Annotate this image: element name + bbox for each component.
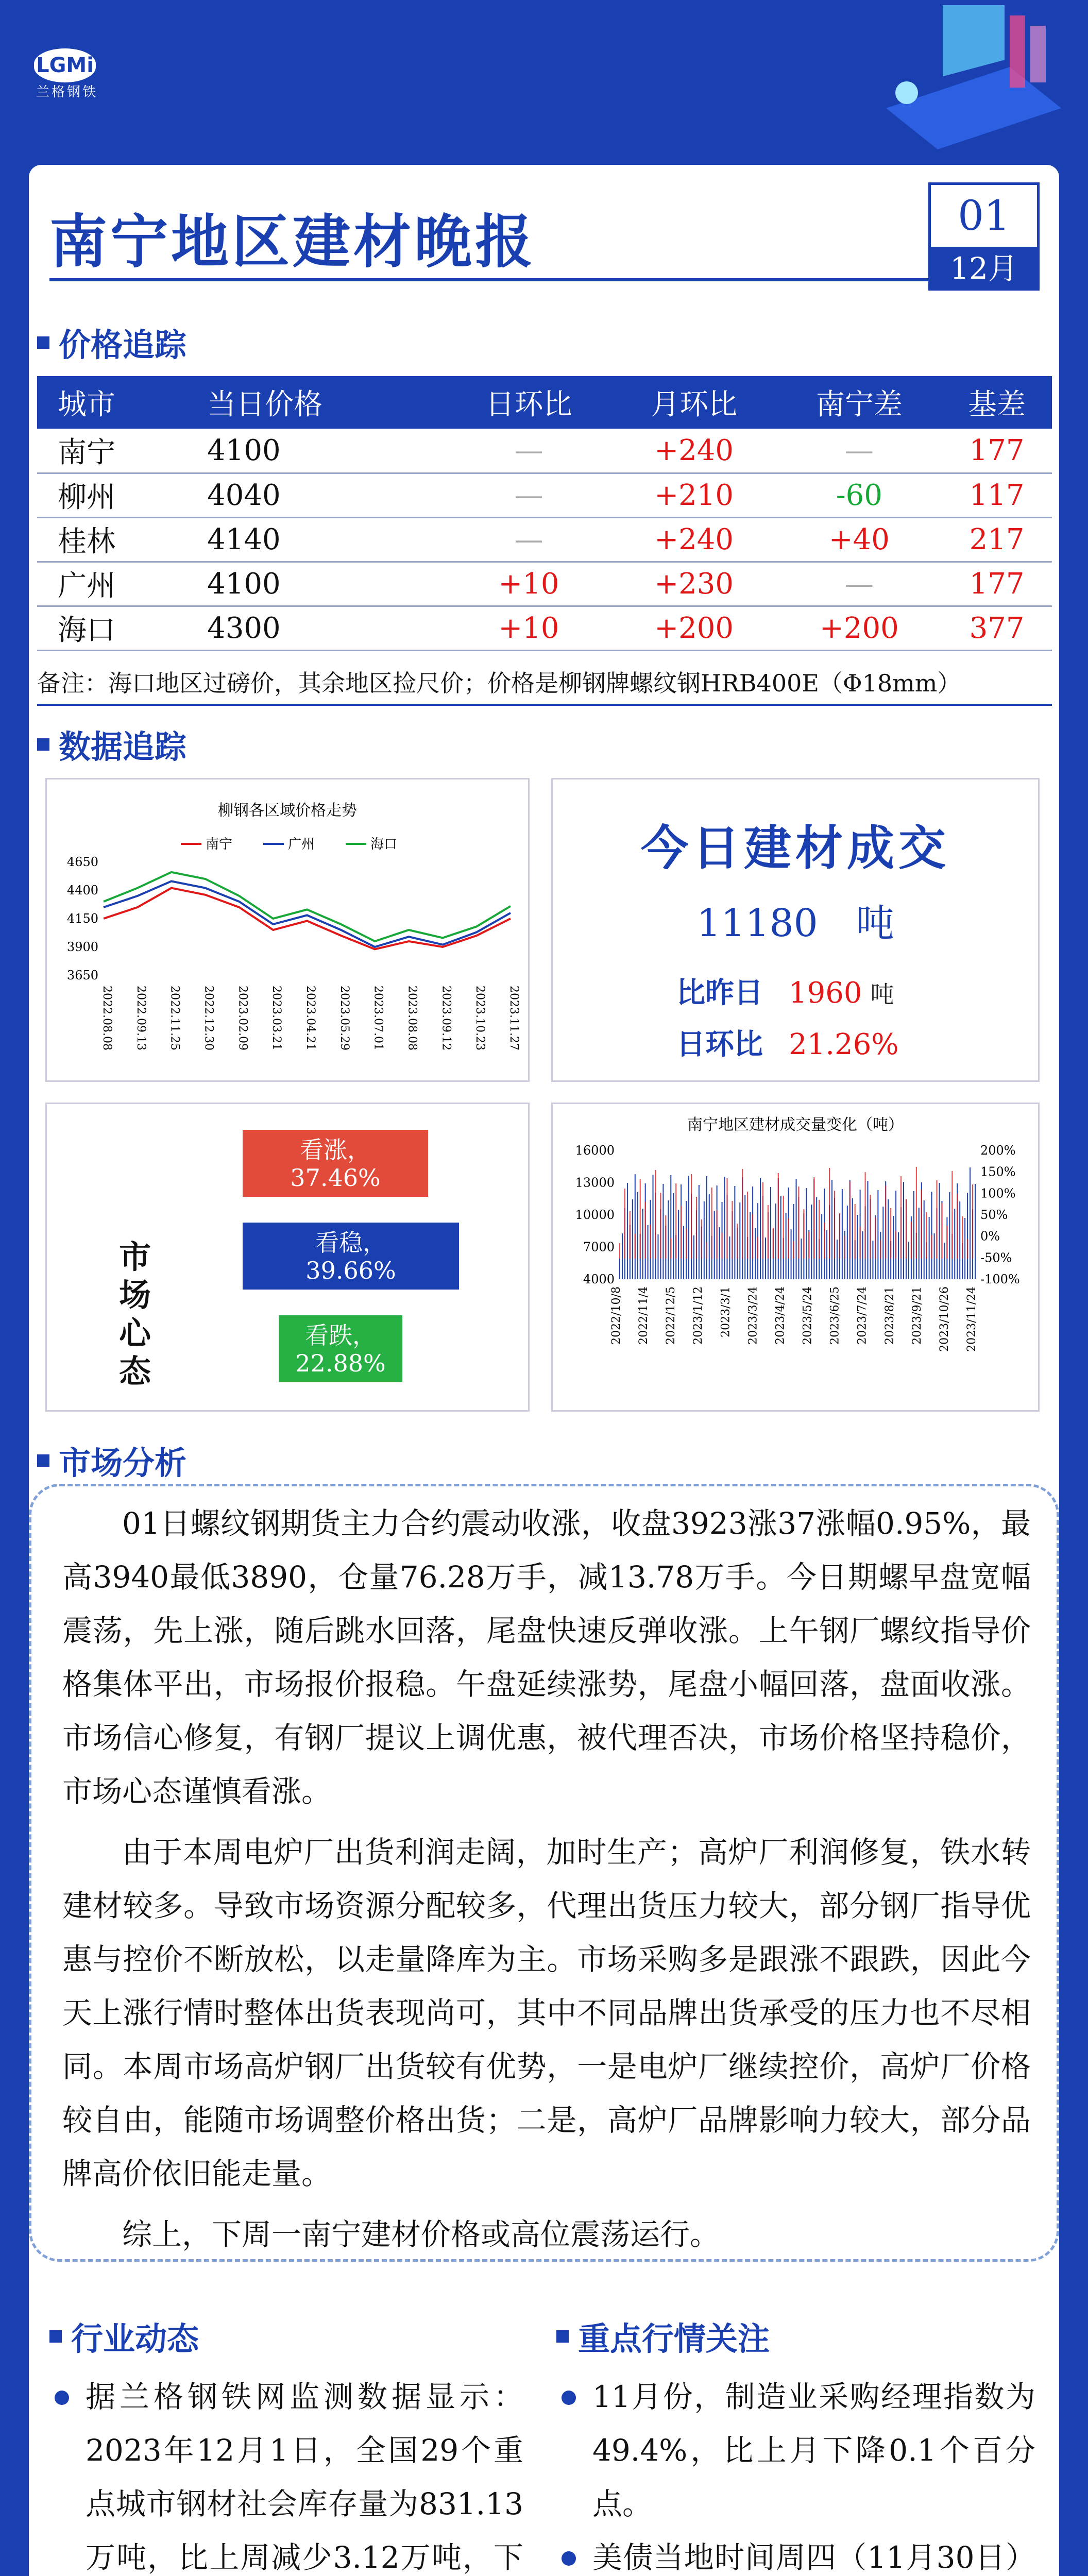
table-cell: — xyxy=(446,429,611,473)
column-header: 日环比 xyxy=(446,376,611,429)
volume-chart xyxy=(551,1103,1040,1412)
list-item: 11月份，制造业采购经理指数为49.4%，比上月下降0.1个百分点。 xyxy=(556,2370,1035,2531)
y-tick-label: 4400 xyxy=(66,883,98,897)
analysis-section-heading xyxy=(37,1437,186,1483)
bullet-square-icon xyxy=(37,738,49,751)
table-cell: 377 xyxy=(942,606,1052,650)
industry-section-heading xyxy=(49,2313,199,2359)
x-tick-label: 2023.11.27 xyxy=(507,986,520,1050)
x-tick-label: 2023.09.12 xyxy=(439,986,453,1050)
deal-vs-label: 比昨日 xyxy=(676,976,763,1010)
table-row xyxy=(37,473,1052,517)
table-cell: — xyxy=(776,429,942,473)
x-tick-label: 2023/6/25 xyxy=(828,1286,842,1345)
industry-section-title: 行业动态 xyxy=(71,2320,199,2358)
column-header: 月环比 xyxy=(611,376,777,429)
x-tick-label: 2023/3/1 xyxy=(719,1286,733,1337)
deal-ratio-label: 日环比 xyxy=(676,1027,763,1061)
legend-label: 南宁 xyxy=(206,837,233,852)
chart-title: 柳钢各区域价格走势 xyxy=(218,802,357,820)
list-item: 美债当地时间周四（11月30日） xyxy=(556,2531,1035,2576)
logo-text: 兰格钢铁 xyxy=(36,84,98,100)
table-cell: 南宁 xyxy=(37,429,186,473)
table-row xyxy=(37,606,1052,650)
table-cell: 177 xyxy=(942,429,1052,473)
table-cell: 217 xyxy=(942,517,1052,562)
table-cell: 柳州 xyxy=(37,473,186,517)
deal-ratio-value: 21.26% xyxy=(789,1028,899,1061)
volume-chart-svg xyxy=(553,1104,1038,1410)
bullet-square-icon xyxy=(37,336,49,349)
table-cell: +230 xyxy=(611,562,777,606)
x-tick-label: 2023/10/26 xyxy=(938,1286,951,1352)
column-header: 城市 xyxy=(37,376,186,429)
title-divider xyxy=(49,278,936,281)
date-day: 01 xyxy=(958,192,1010,240)
analysis-box xyxy=(29,1484,1059,2262)
decor-illustration-icon xyxy=(824,5,1072,160)
x-tick-label: 2022/11/4 xyxy=(637,1286,651,1345)
brand-logo xyxy=(34,48,152,100)
series-line xyxy=(104,888,511,950)
x-tick-label: 2023.05.29 xyxy=(337,986,351,1050)
mood-flat-pct: 39.66% xyxy=(305,1257,396,1284)
mood-down-bar xyxy=(279,1315,402,1382)
price-table-body xyxy=(37,429,1052,650)
focus-list xyxy=(556,2370,1035,2576)
x-tick-label: 2023/3/24 xyxy=(746,1286,760,1345)
y-tick-label: 3650 xyxy=(66,968,98,982)
deal-vs-unit: 吨 xyxy=(870,980,894,1008)
table-cell: 海口 xyxy=(37,606,186,650)
y-tick-label: 7000 xyxy=(583,1240,615,1255)
series-line xyxy=(104,872,511,941)
price-trend-chart xyxy=(45,778,530,1082)
legend-label: 海口 xyxy=(370,837,398,852)
x-tick-label: 2023/9/21 xyxy=(910,1286,924,1345)
x-tick-label: 2022.12.30 xyxy=(202,986,215,1050)
table-cell: +210 xyxy=(611,473,777,517)
analysis-content xyxy=(62,1497,1031,2261)
chart-title: 南宁地区建材成交量变化（吨） xyxy=(687,1116,904,1134)
y-tick-label: 13000 xyxy=(575,1175,615,1190)
x-tick-label: 2022.11.25 xyxy=(168,986,181,1050)
x-tick-label: 2022/12/5 xyxy=(665,1286,678,1345)
x-tick-label: 2023.08.08 xyxy=(405,986,419,1050)
price-table-header xyxy=(37,376,1052,429)
x-tick-label: 2023.07.01 xyxy=(371,986,385,1050)
legend-label: 广州 xyxy=(288,837,315,852)
x-tick-label: 2023/5/24 xyxy=(801,1286,814,1345)
table-row xyxy=(37,429,1052,473)
y2-tick-label: 0% xyxy=(980,1229,1000,1244)
table-cell: +10 xyxy=(446,606,611,650)
y-tick-label: 4150 xyxy=(66,911,98,926)
price-section-heading xyxy=(37,319,186,365)
column-header: 当日价格 xyxy=(186,376,446,429)
y-tick-label: 10000 xyxy=(575,1208,615,1222)
price-trend-svg xyxy=(47,779,528,1080)
table-cell: 177 xyxy=(942,562,1052,606)
deal-vs-value: 1960 xyxy=(789,976,862,1010)
page-title: 南宁地区建材晚报 xyxy=(49,208,536,276)
analysis-section-title: 市场分析 xyxy=(59,1444,187,1482)
y2-tick-label: 200% xyxy=(980,1143,1016,1158)
x-tick-label: 2022/10/8 xyxy=(610,1286,623,1345)
x-tick-label: 2023/8/21 xyxy=(883,1286,896,1345)
mood-down-label: 看跌， xyxy=(305,1321,376,1349)
table-cell: +240 xyxy=(611,517,777,562)
table-cell: 4100 xyxy=(186,429,446,473)
column-header: 南宁差 xyxy=(776,376,942,429)
table-cell: 4040 xyxy=(186,473,446,517)
table-cell: 4100 xyxy=(186,562,446,606)
y2-tick-label: 150% xyxy=(980,1164,1016,1179)
price-table xyxy=(37,376,1052,651)
y-tick-label: 16000 xyxy=(575,1143,615,1158)
table-cell: — xyxy=(776,562,942,606)
table-cell: 4300 xyxy=(186,606,446,650)
bullet-square-icon xyxy=(556,2330,569,2343)
table-cell: +40 xyxy=(776,517,942,562)
logo-mark: LGMi xyxy=(34,48,96,82)
table-cell: +200 xyxy=(611,606,777,650)
price-section-title: 价格追踪 xyxy=(59,326,187,364)
market-mood-panel xyxy=(45,1103,530,1412)
focus-section-heading xyxy=(556,2313,770,2359)
x-tick-label: 2022.08.08 xyxy=(100,986,113,1050)
mood-up-bar xyxy=(243,1130,428,1197)
x-tick-label: 2023.03.21 xyxy=(270,986,283,1050)
analysis-paragraph-1: 01日螺纹钢期货主力合约震动收涨，收盘3923涨37涨幅0.95%，最高3940最低3890，仓量76.28万手，减13.78万手。今日期螺早盘宽幅震荡，先上涨，随后跳水回落，尾盘快速反弹收涨。上午钢厂螺纹指导价格集体平出，市场报价报稳。午盘延续涨势，尾盘小幅回落，盘面收涨。市场信心修复，有钢厂提议上调优惠，被代理否决，市场价格坚持稳价，市场心态谨慎看涨。 xyxy=(62,1506,1031,1809)
data-section-heading xyxy=(37,721,186,767)
table-cell: -60 xyxy=(776,473,942,517)
mood-down-pct: 22.88% xyxy=(295,1349,386,1377)
table-cell: 4140 xyxy=(186,517,446,562)
x-tick-label: 2023.02.09 xyxy=(236,986,249,1050)
date-badge xyxy=(928,182,1040,291)
mood-up-label: 看涨， xyxy=(300,1136,371,1164)
x-tick-label: 2023/11/24 xyxy=(965,1286,978,1352)
table-cell: — xyxy=(446,517,611,562)
deal-unit: 吨 xyxy=(856,901,894,945)
table-cell: +240 xyxy=(611,429,777,473)
deal-amount xyxy=(553,893,1038,947)
y2-tick-label: -50% xyxy=(980,1250,1012,1265)
industry-list xyxy=(49,2370,523,2576)
table-cell: 117 xyxy=(942,473,1052,517)
deal-vs-row xyxy=(676,970,894,1011)
analysis-paragraph-3: 综上，下周一南宁建材价格或高位震荡运行。 xyxy=(122,2217,720,2252)
deal-ratio-row xyxy=(676,1022,899,1063)
table-row xyxy=(37,562,1052,606)
table-cell: — xyxy=(446,473,611,517)
column-header: 基差 xyxy=(942,376,1052,429)
y-tick-label: 3900 xyxy=(66,940,98,954)
table-cell: +10 xyxy=(446,562,611,606)
x-tick-label: 2023/4/24 xyxy=(774,1286,787,1345)
y2-tick-label: 100% xyxy=(980,1186,1016,1201)
x-tick-label: 2023.10.23 xyxy=(473,986,487,1050)
mood-flat-label: 看稳， xyxy=(315,1229,386,1257)
x-tick-label: 2022.09.13 xyxy=(134,986,147,1050)
table-cell: 桂林 xyxy=(37,517,186,562)
deal-panel xyxy=(551,778,1040,1082)
analysis-paragraph-2: 由于本周电炉厂出货利润走阔，加时生产；高炉厂利润修复，铁水转建材较多。导致市场资源分配较多，代理出货压力较大，部分钢厂指导优惠与控价不断放松，以走量降库为主。市场采购多是跟涨不跟跌，因此今天上涨行情时整体出货表现尚可，其中不同品牌出货承受的压力也不尽相同。本周市场高炉钢厂出货较有优势，一是电炉厂继续控价，高炉厂价格较自由，能随市场调整价格出货；二是，高炉厂品牌影响力较大，部分品牌高价依旧能走量。 xyxy=(62,1835,1031,2191)
table-row xyxy=(37,517,1052,562)
y-tick-label: 4650 xyxy=(66,855,98,869)
x-tick-label: 2023/1/12 xyxy=(692,1286,705,1345)
data-section-title: 数据追踪 xyxy=(59,728,187,766)
table-cell: +200 xyxy=(776,606,942,650)
deal-value: 11180 xyxy=(696,901,818,945)
list-item: 据兰格钢铁网监测数据显示：2023年12月1日，全国29个重点城市钢材社会库存量为831.13万吨，比上周减少3.12万吨，下 xyxy=(49,2370,523,2576)
mood-flat-bar xyxy=(243,1223,459,1290)
date-month: 12月 xyxy=(931,247,1037,291)
table-cell: 广州 xyxy=(37,562,186,606)
mood-label: 市场心态 xyxy=(119,1238,151,1390)
bullet-square-icon xyxy=(37,1454,49,1467)
x-tick-label: 2023/7/24 xyxy=(856,1286,869,1345)
mood-up-pct: 37.46% xyxy=(290,1164,381,1192)
focus-section-title: 重点行情关注 xyxy=(578,2320,770,2358)
x-tick-label: 2023.04.21 xyxy=(304,986,317,1050)
price-note: 备注：海口地区过磅价，其余地区捡尺价；价格是柳钢牌螺纹钢HRB400E（Φ18mm） xyxy=(37,665,1052,706)
y2-tick-label: -100% xyxy=(980,1272,1020,1286)
y-tick-label: 4000 xyxy=(583,1272,615,1286)
y2-tick-label: 50% xyxy=(980,1208,1008,1222)
bullet-square-icon xyxy=(49,2330,62,2343)
deal-title: 今日建材成交 xyxy=(640,820,950,876)
